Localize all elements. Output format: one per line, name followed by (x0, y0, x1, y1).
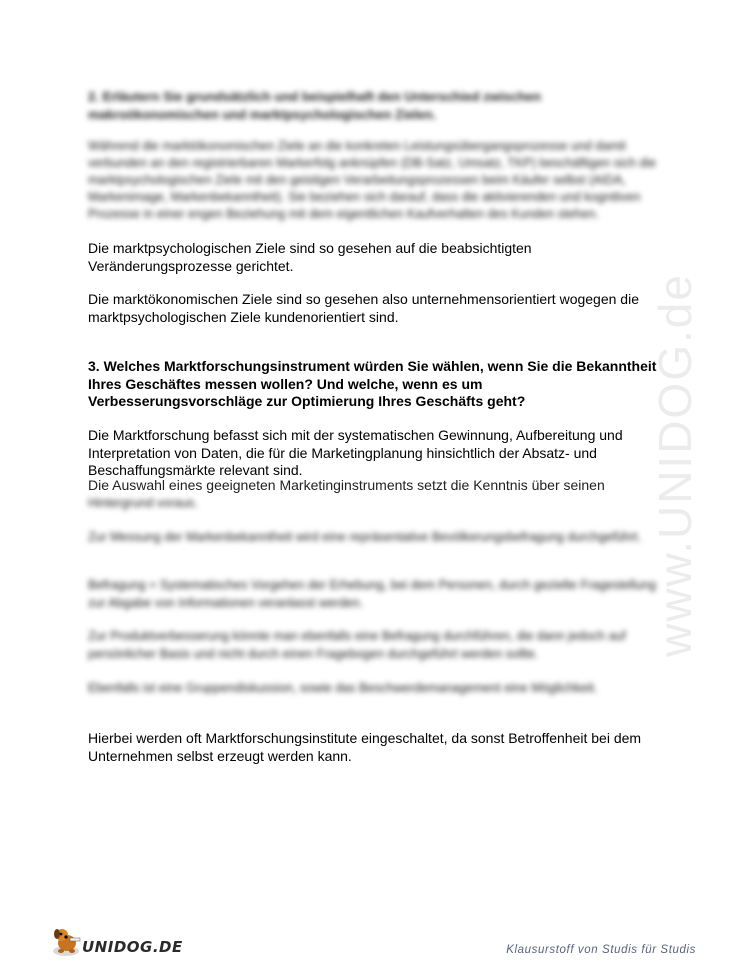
section3-paragraph-2-line: Die Auswahl eines geeigneten Marketinginstruments setzt die Kenntnis über seinen (88, 477, 605, 493)
footer-logo[interactable] (50, 925, 183, 961)
section3-blurred-1: Zur Messung der Markenbekanntheit wird eine repräsentative Bevölkerungsbefragung durchgeführt. (88, 530, 642, 544)
section3-paragraph-2 (88, 477, 658, 493)
section3-blurred-3: Zur Produktverbesserung könnte man ebenfalls eine Befragung durchführen, die dann jedoch auf persönlicher Basis und nicht durch einen Fragebogen durchgeführt werden sollte. (88, 629, 626, 661)
section3-paragraph-2-blurred: Hintergrund voraus. (88, 496, 198, 510)
section2-blurred-intro: Während die marktökonomischen Ziele an die konkreten Leistungsübergangsprozesse und damit verbunden an den registrierbaren Markerfolg anknüpfen (DB-Satz, Umsatz, TKP) beschäftigen sich die marktpsychologischen Ziele mit den geistigen Verarbeitungsprozessen beim Käufer selbst (AIDA, Markenimage, Markenbekanntheit). Sie beziehen sich darauf, dass die aktivierenden und kognitiven Prozesse in einer engen Beziehung mit dem eigentlichen Kaufverhalten des Kunden stehen. (88, 139, 657, 221)
footer-slogan: Klausurstoff von Studis für Studis (506, 944, 696, 956)
watermark (650, 255, 700, 675)
section2-paragraph-1: Die marktpsychologischen Ziele sind so gesehen auf die beabsichtigten Veränderungsprozesse gerichtet. (88, 240, 532, 274)
section3-blurred-4: Ebenfalls ist eine Gruppendiskussion, sowie das Beschwerdemanagement eine Möglichkeit. (88, 681, 598, 695)
logo-text: UNIDOG.DE (82, 938, 183, 956)
section3-blurred-2: Befragung = Systematisches Vorgehen der Erhebung, bei dem Personen, durch gezielte Fragestellung zur Abgabe von Informationen veranlasst werden. (88, 578, 657, 610)
section2-heading: 2. Erläutern Sie grundsätzlich und beispielhaft den Unterschied zwischen makroökonomischen und marktpsychologischen Zielen. (88, 89, 541, 122)
section3-paragraph-1: Die Marktforschung befasst sich mit der systematischen Gewinnung, Aufbereitung und Interpretation von Daten, die für die Marketingplanung hinsichtlich der Absatz- und Beschaffungsmärkte relevant sind. (88, 427, 623, 478)
section3-heading: 3. Welches Marktforschungsinstrument würden Sie wählen, wenn Sie die Bekanntheit Ihres Geschäftes messen wollen? Und welche, wenn es um Verbesserungsvorschläge zur Optimierung Ihres Geschäfts geht? (88, 358, 657, 409)
dog-mascot-icon (50, 925, 84, 959)
section3-paragraph-last: Hierbei werden oft Marktforschungsinstitute eingeschaltet, da sonst Betroffenheit bei dem Unternehmen selbst erzeugt werden kann. (88, 730, 642, 764)
section2-paragraph-2: Die marktökonomischen Ziele sind so gesehen also unternehmensorientiert wogegen die marktpsychologischen Ziele kundenorientiert sind. (88, 291, 639, 325)
watermark-text: www.UNIDOG.de (649, 273, 702, 657)
